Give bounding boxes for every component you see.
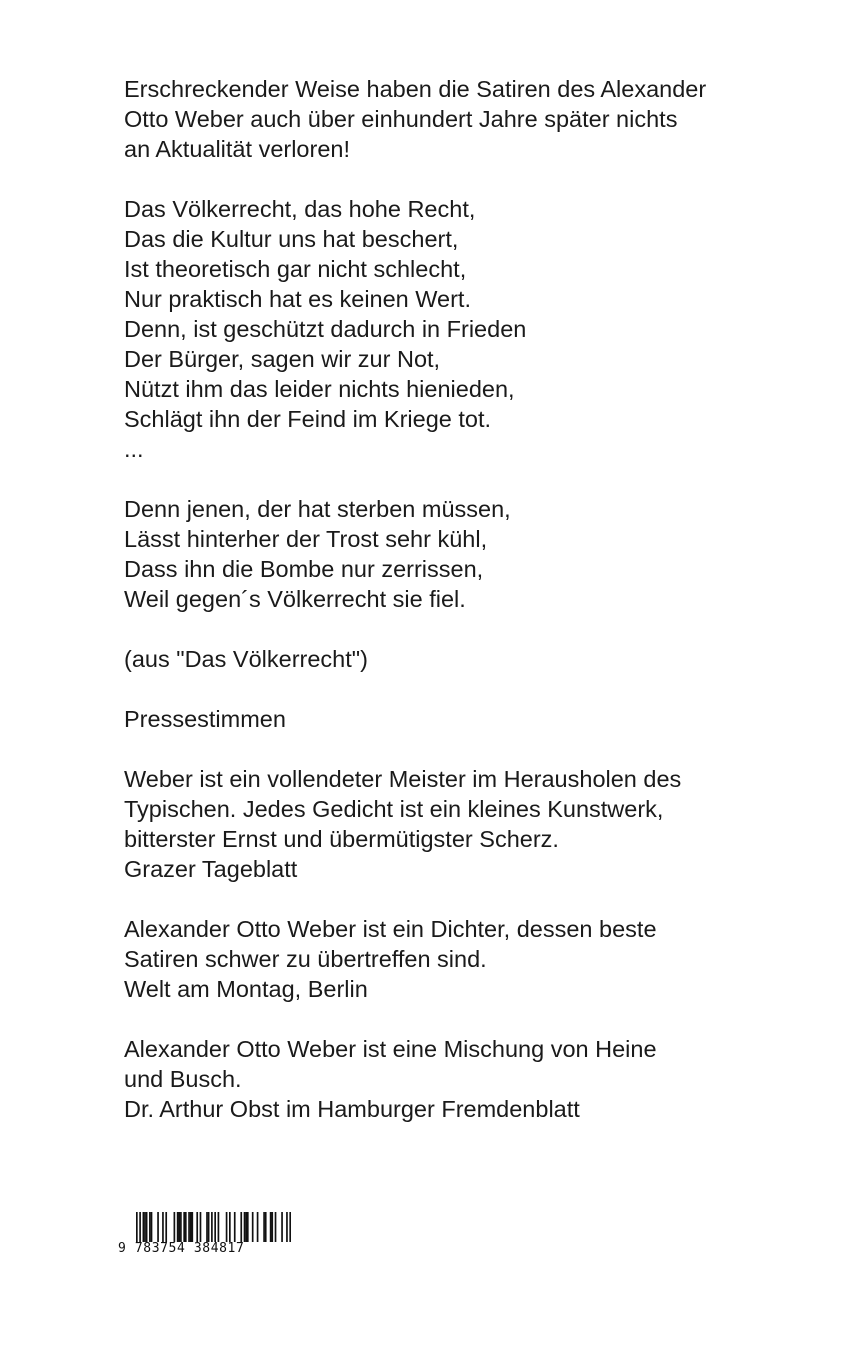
barcode-bar <box>289 1212 291 1242</box>
press-heading: Pressestimmen <box>124 706 286 732</box>
review-line: und Busch. <box>124 1066 242 1092</box>
barcode-bar <box>271 1212 273 1242</box>
barcode-bar <box>185 1212 187 1242</box>
poem-line: Ist theoretisch gar nicht schlecht, <box>124 256 467 282</box>
barcode-bar <box>144 1212 146 1242</box>
poem-line: Dass ihn die Bombe nur zerrissen, <box>124 556 484 582</box>
poem-line: Nur praktisch hat es keinen Wert. <box>124 286 471 312</box>
barcode-bar <box>211 1212 213 1242</box>
barcode-bar <box>162 1212 164 1242</box>
barcode-bar <box>245 1212 247 1242</box>
barcode-bar <box>183 1212 185 1242</box>
back-cover-text <box>124 74 814 1124</box>
barcode-bar <box>275 1212 277 1242</box>
paragraph-gap <box>124 464 814 494</box>
paragraph-gap <box>124 734 814 764</box>
poem-line: Der Bürger, sagen wir zur Not, <box>124 346 441 372</box>
review-source: Grazer Tageblatt <box>124 856 298 882</box>
paragraph-gap <box>124 884 814 914</box>
isbn-barcode <box>118 1212 298 1262</box>
barcode-bar <box>136 1212 138 1242</box>
barcode-bar <box>214 1212 216 1242</box>
paragraph-gap <box>124 164 814 194</box>
barcode-bar <box>190 1212 192 1242</box>
poem-line: Schlägt ihn der Feind im Kriege tot. <box>124 406 492 432</box>
paragraph-gap <box>124 674 814 704</box>
barcode-bar <box>270 1212 272 1242</box>
barcode-bar <box>146 1212 148 1242</box>
barcode-bars <box>136 1212 291 1242</box>
barcode-bar <box>252 1212 254 1242</box>
poem-line: Denn, ist geschützt dadurch in Frieden <box>124 316 527 342</box>
barcode-bar <box>247 1212 249 1242</box>
intro-line: an Aktualität verloren! <box>124 136 350 162</box>
review-line: Satiren schwer zu übertreffen sind. <box>124 946 487 972</box>
review-line: Alexander Otto Weber ist eine Mischung von Heine <box>124 1036 657 1062</box>
intro-line: Erschreckender Weise haben die Satiren des Alexander <box>124 76 707 102</box>
review-line: Typischen. Jedes Gedicht ist ein kleines Kunstwerk, <box>124 796 664 822</box>
review-line: bitterster Ernst und übermütigster Scherz. <box>124 826 559 852</box>
barcode-bar <box>286 1212 288 1242</box>
barcode-bar <box>226 1212 228 1242</box>
barcode-bar <box>151 1212 153 1242</box>
barcode-bar <box>257 1212 259 1242</box>
barcode-bar <box>180 1212 182 1242</box>
barcode-bar <box>188 1212 190 1242</box>
barcode-bar <box>191 1212 193 1242</box>
poem-line: Lässt hinterher der Trost sehr kühl, <box>124 526 488 552</box>
poem-ellipsis: ... <box>124 436 144 462</box>
barcode-bar <box>178 1212 180 1242</box>
barcode-bar <box>157 1212 159 1242</box>
review-source: Dr. Arthur Obst im Hamburger Fremdenblatt <box>124 1096 580 1122</box>
barcode-bar <box>265 1212 267 1242</box>
intro-line: Otto Weber auch über einhundert Jahre später nichts <box>124 106 678 132</box>
barcode-bar <box>244 1212 246 1242</box>
barcode-bar <box>240 1212 242 1242</box>
poem-line: Nützt ihm das leider nichts hienieden, <box>124 376 515 402</box>
barcode-bar <box>208 1212 210 1242</box>
barcode-bar <box>206 1212 208 1242</box>
poem-line: Das die Kultur uns hat beschert, <box>124 226 459 252</box>
barcode-bar <box>139 1212 141 1242</box>
barcode-bar <box>196 1212 198 1242</box>
barcode-bar <box>143 1212 145 1242</box>
barcode-bar <box>263 1212 265 1242</box>
barcode-bar <box>281 1212 283 1242</box>
review-source: Welt am Montag, Berlin <box>124 976 368 1002</box>
barcode-bar <box>174 1212 176 1242</box>
poem-line: Weil gegen´s Völkerrecht sie fiel. <box>124 586 466 612</box>
review-line: Weber ist ein vollendeter Meister im Herausholen des <box>124 766 682 792</box>
barcode-digits: 9 783754 384817 <box>118 1241 245 1256</box>
paragraph-gap <box>124 1004 814 1034</box>
barcode-bar <box>200 1212 202 1242</box>
paragraph-gap <box>124 614 814 644</box>
barcode-bar <box>177 1212 179 1242</box>
poem-source: (aus "Das Völkerrecht") <box>124 646 368 672</box>
barcode-bar <box>229 1212 231 1242</box>
barcode-bar <box>165 1212 167 1242</box>
barcode-bar <box>234 1212 236 1242</box>
barcode-bar <box>149 1212 151 1242</box>
poem-line: Das Völkerrecht, das hohe Recht, <box>124 196 476 222</box>
review-line: Alexander Otto Weber ist ein Dichter, dessen beste <box>124 916 657 942</box>
barcode-bar <box>218 1212 220 1242</box>
poem-line: Denn jenen, der hat sterben müssen, <box>124 496 511 522</box>
